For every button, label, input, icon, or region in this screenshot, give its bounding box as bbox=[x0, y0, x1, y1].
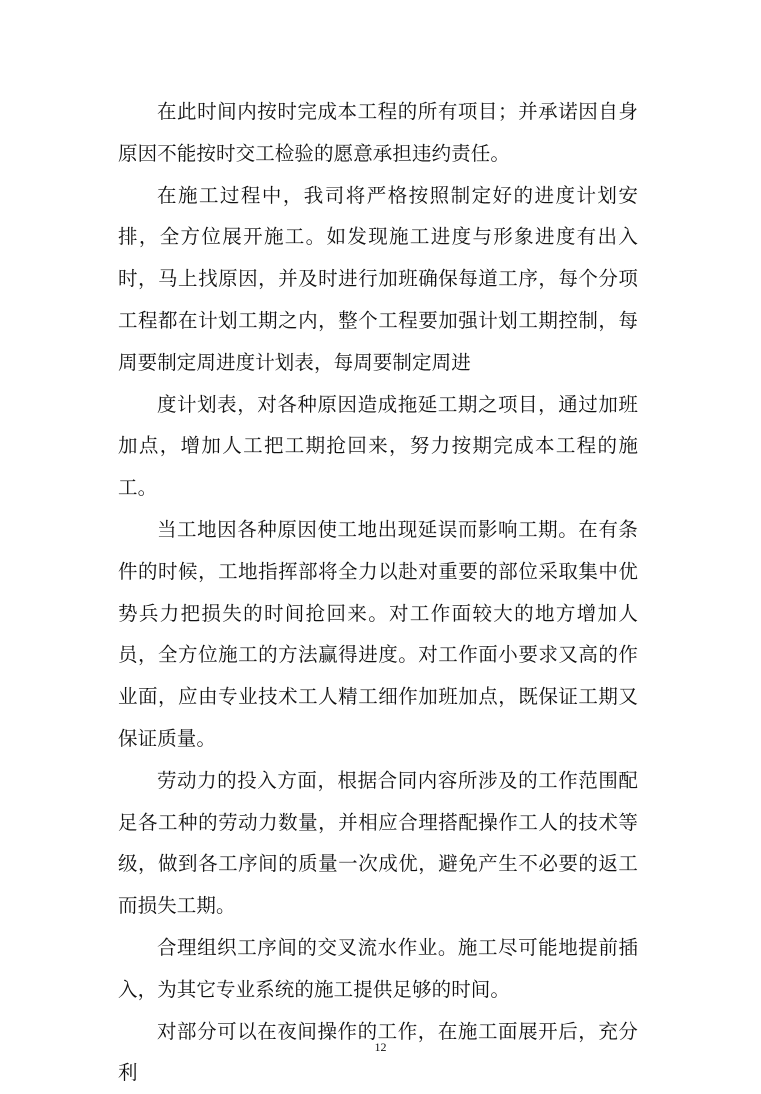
paragraph-site-delay-response: 当工地因各种原因使工地出现延误而影响工期。在有条件的时候，工地指挥部将全力以赴对重要的部位采取集中优势兵力把损失的时间抢回来。对工作面较大的地方增加人员，全方位施工的方法赢得进度。对工作面小要求又高的作业面，应由专业技术工人精工细作加班加点，既保证工期又保证质量。 bbox=[118, 517, 638, 750]
paragraph-completion-commitment: 在此时间内按时完成本工程的所有项目；并承诺因自身原因不能按时交工检验的愿意承担违约责任。 bbox=[118, 100, 638, 165]
page-number: 12 bbox=[374, 1040, 387, 1054]
paragraph-delay-recovery: 度计划表，对各种原因造成拖延工期之项目，通过加班加点，增加人工把工期抢回来，努力按期完成本工程的施工。 bbox=[118, 392, 638, 500]
paragraph-night-operation: 对部分可以在夜间操作的工作，在施工面展开后，充分利 bbox=[118, 1019, 638, 1085]
paragraph-labor-input: 劳动力的投入方面，根据合同内容所涉及的工作范围配足各工种的劳动力数量，并相应合理搭配操作工人的技术等级，做到各工序间的质量一次成优，避免产生不必要的返工而损失工期。 bbox=[118, 768, 638, 918]
paragraph-schedule-plan: 在施工过程中，我司将严格按照制定好的进度计划安排，全方位展开施工。如发现施工进度与形象进度有出入时，马上找原因，并及时进行加班确保每道工序，每个分项工程都在计划工期之内，整个工程要加强计划工期控制，每周要制定周进度计划表，每周要制定周进 bbox=[118, 183, 638, 374]
paragraph-cross-flow-work: 合理组织工序间的交叉流水作业。施工尽可能地提前插入，为其它专业系统的施工提供足够的时间。 bbox=[118, 935, 638, 1001]
body-text bbox=[118, 91, 638, 1094]
